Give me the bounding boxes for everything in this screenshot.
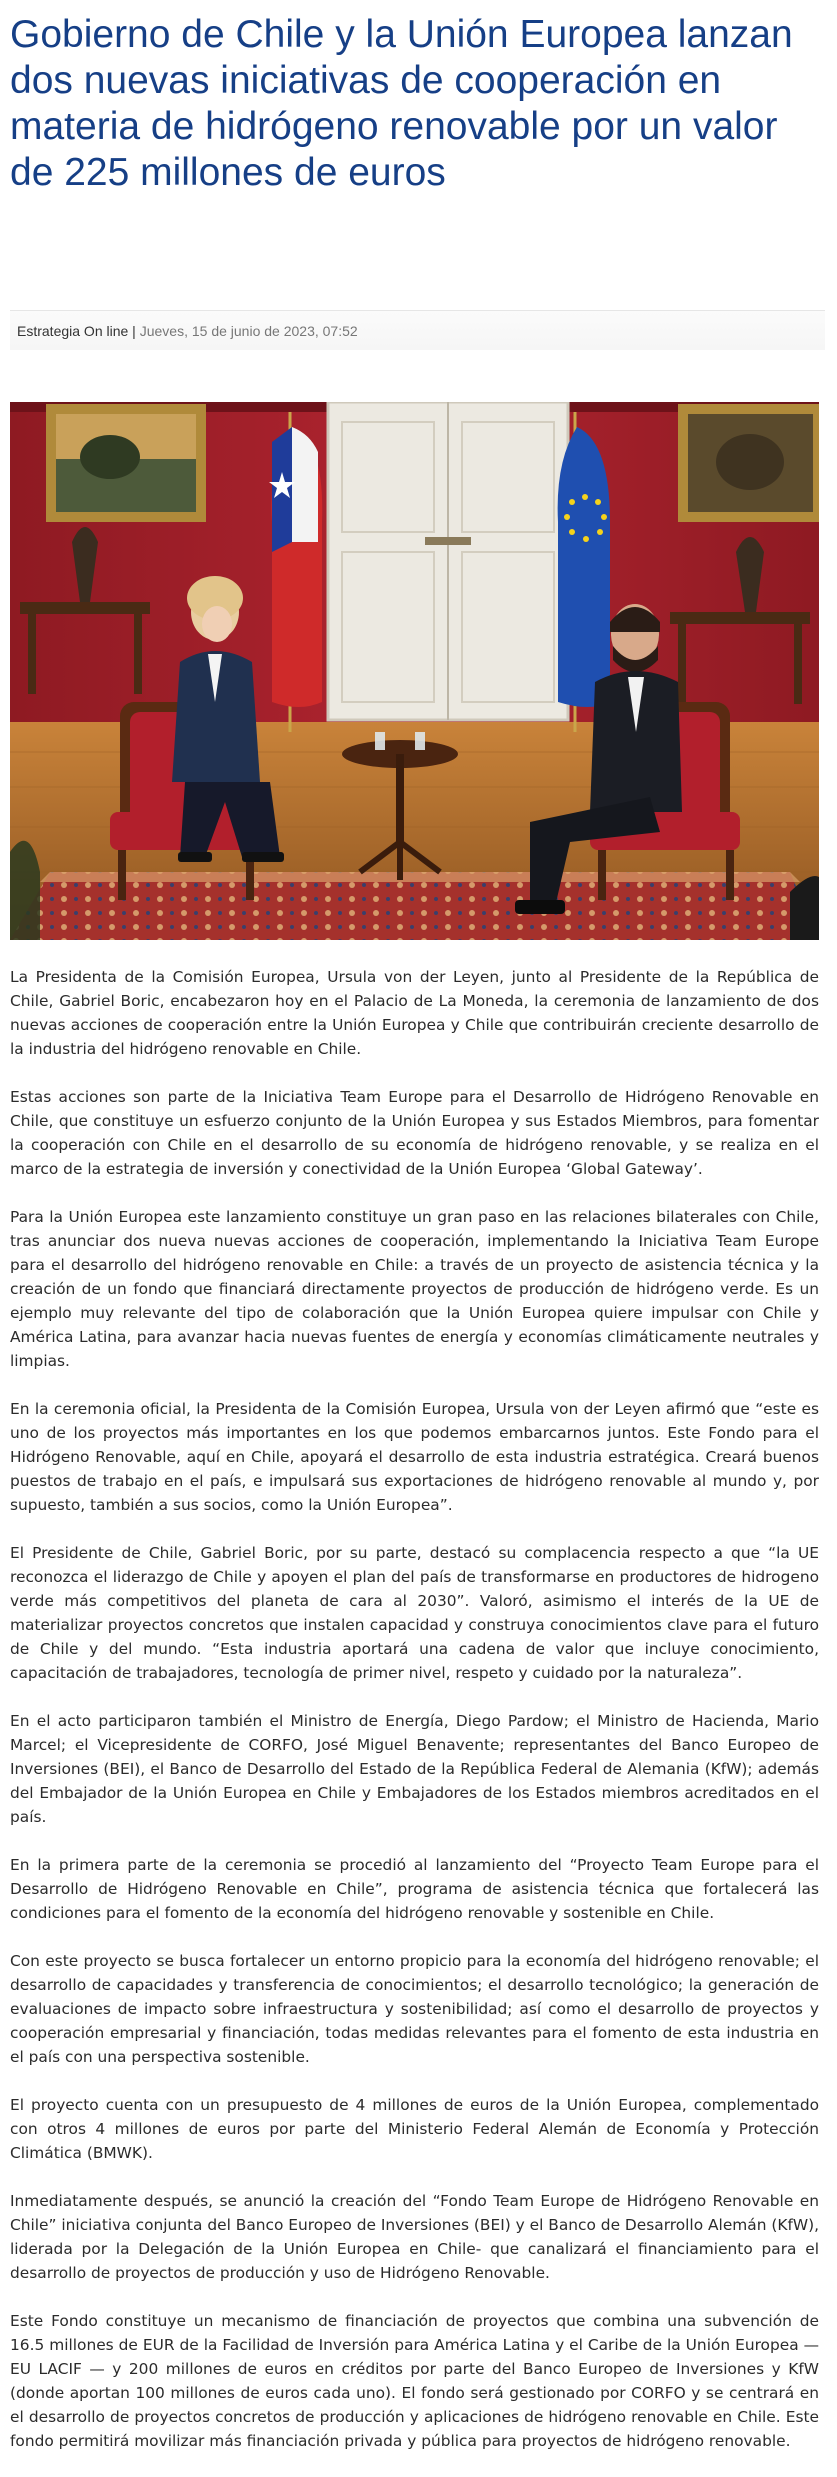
article-meta [10, 310, 825, 350]
paragraph: En el acto participaron también el Ministro de Energía, Diego Pardow; el Ministro de Hacienda, Mario Marcel; el Vicepresidente de CORFO, José Miguel Benavente; representantes del Banco Europeo de Inversiones (BEI), el Banco de Desarrollo del Estado de la República Federal de Alemania (KfW); además del Embajador de la Unión Europea en Chile y Embajadores de los Estados miembros acreditados en el país. [10, 1712, 819, 1826]
paragraph: Para la Unión Europea este lanzamiento constituye un gran paso en las relaciones bilaterales con Chile, tras anunciar dos nueva nuevas acciones de cooperación, implementando la Iniciativa Team Europe para el desarrollo del hidrógeno renovable en Chile: a través de un proyecto de asistencia técnica y la creación de un fondo que financiará directamente proyectos de producción de hidrógeno verde. Es un ejemplo muy relevante del tipo de colaboración que la Unión Europea quiere impulsar con Chile y América Latina, para avanzar hacia nuevas fuentes de energía y economías climáticamente neutrales y limpias. [10, 1208, 819, 1370]
chile-flag [269, 412, 322, 732]
source-link[interactable]: Estrategia On line [17, 323, 129, 339]
article-body [10, 965, 819, 2477]
persian-rug [10, 872, 819, 940]
paragraph: Estas acciones son parte de la Iniciativa Team Europe para el Desarrollo de Hidrógeno Renovable en Chile, que constituye un esfuerzo conjunto de la Unión Europea y sus Estados Miembros, para fomentar la cooperación con Chile en el desarrollo de su economía de hidrógeno renovable, y se realiza en el marco de la estrategia de inversión y conectividad de la Unión Europea ‘Global Gateway’. [10, 1088, 819, 1178]
publish-date: Jueves, 15 de junio de 2023, 07:52 [139, 323, 358, 339]
paragraph: En la primera parte de la ceremonia se procedió al lanzamiento del “Proyecto Team Europe para el Desarrollo de Hidrógeno Renovable en Chile”, programa de asistencia técnica que fortalecerá las condiciones para el fomento de la economía del hidrógeno renovable y sostenible en Chile. [10, 1856, 819, 1922]
meta-separator: | [128, 323, 140, 339]
article-photo [10, 402, 819, 940]
paragraph: El Presidente de Chile, Gabriel Boric, por su parte, destacó su complacencia respecto a que “la UE reconozca el liderazgo de Chile y apoyen el plan del país de transformarse en productores de hidrogeno verde más competitivos del planeta de cara al 2030”. Valoró, asimismo el interés de la UE de materializar proyectos concretos que instalen capacidad y construya conocimientos clave para el futuro de Chile y del mundo. “Esta industria aportará una cadena de valor que incluye conocimiento, capacitación de trabajadores, tecnología de primer nivel, respeto y cuidado por la naturaleza”. [10, 1544, 819, 1682]
paragraph: Inmediatamente después, se anunció la creación del “Fondo Team Europe de Hidrógeno Renovable en Chile” iniciativa conjunta del Banco Europeo de Inversiones (BEI) y el Banco de Desarrollo Alemán (KfW), liderada por la Delegación de la Unión Europea en Chile- que canalizará el financiamiento para el desarrollo de proyectos de producción y uso de Hidrógeno Renovable. [10, 2192, 819, 2282]
white-door [328, 402, 568, 720]
portrait-painting [678, 404, 819, 522]
paragraph: Con este proyecto se busca fortalecer un entorno propicio para la economía del hidrógeno renovable; el desarrollo de capacidades y transferencia de conocimientos; el desarrollo tecnológico; la generación de evaluaciones de impacto sobre infraestructura y sostenibilidad; así como el desarrollo de proyectos y cooperación empresarial y financiación, todas medidas relevantes para el fomento de esta industria en el país con una perspectiva sostenible. [10, 1952, 819, 2066]
landscape-painting [46, 404, 206, 522]
paragraph: Este Fondo constituye un mecanismo de financiación de proyectos que combina una subvención de 16.5 millones de EUR de la Facilidad de Inversión para América Latina y el Caribe de la Unión Europea — EU LACIF — y 200 millones de euros en créditos por parte del Banco Europeo de Inversiones y KfW (donde aportan 100 millones de euros cada uno). El fondo será gestionado por CORFO y se centrará en el desarrollo de proyectos concretos de producción y aplicaciones de hidrógeno renovable en Chile. Este fondo permitirá movilizar más financiación privada y pública para proyectos de hidrógeno renovable. [10, 2312, 819, 2450]
article-title: Gobierno de Chile y la Unión Europea lanzan dos nuevas iniciativas de cooperación en materia de hidrógeno renovable por un valor de 225 millones de euros [10, 13, 793, 194]
paragraph: En la ceremonia oficial, la Presidenta de la Comisión Europea, Ursula von der Leyen afirmó que “este es uno de los proyectos más importantes en los que podemos embarcarnos juntos. Este Fondo para el Hidrógeno Renovable, aquí en Chile, apoyará el desarrollo de esta industria estratégica. Creará buenos puestos de trabajo en el país, e impulsará sus exportaciones de hidrógeno renovable al mundo y, por supuesto, también a sus socios, como la Unión Europea”. [10, 1400, 819, 1514]
paragraph: La Presidenta de la Comisión Europea, Ursula von der Leyen, junto al Presidente de la República de Chile, Gabriel Boric, encabezaron hoy en el Palacio de La Moneda, la ceremonia de lanzamiento de dos nuevas acciones de cooperación entre la Unión Europea y Chile que contribuirán creciente desarrollo de la industria del hidrógeno renovable en Chile. [10, 968, 819, 1058]
paragraph: El proyecto cuenta con un presupuesto de 4 millones de euros de la Unión Europea, complementado con otros 4 millones de euros por parte del Ministerio Federal Alemán de Economía y Protección Climática (BMWK). [10, 2096, 819, 2162]
